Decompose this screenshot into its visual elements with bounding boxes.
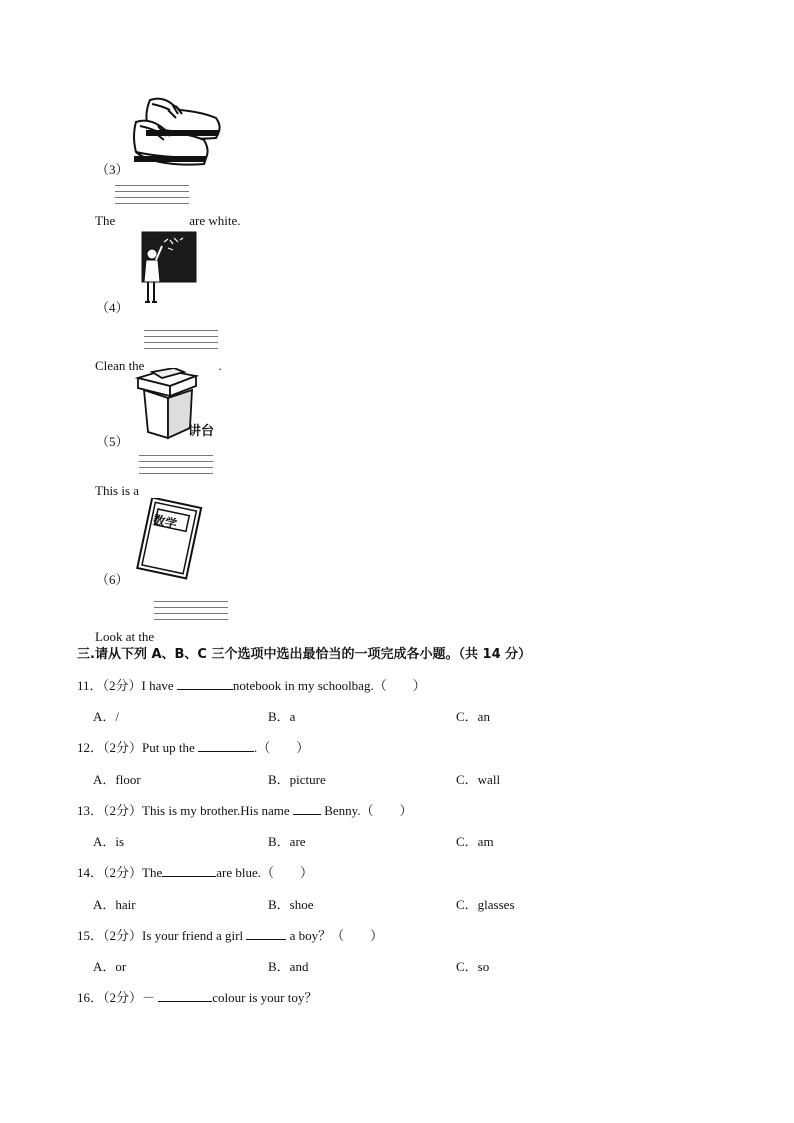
option-c[interactable]: C．so (456, 959, 490, 974)
stem-text: 13．（2分）This is my brother.His name (77, 803, 293, 818)
sentence (95, 617, 228, 645)
podium-image (134, 368, 216, 440)
option-c[interactable]: C．an (456, 709, 490, 724)
podium-label: 讲台 (188, 424, 215, 439)
stem-text: .（ ） (253, 740, 310, 755)
question-stem (77, 737, 309, 756)
sentence-prefix: Clean the (95, 358, 145, 373)
item-number: （4） (96, 300, 129, 315)
answer-blank[interactable] (144, 330, 218, 354)
answer-blank[interactable] (115, 185, 189, 209)
sentence-prefix: The (95, 213, 116, 228)
answer-blank[interactable] (154, 601, 228, 625)
stem-text: Benny.（ ） (320, 803, 413, 818)
option-a[interactable]: A．or (93, 959, 127, 974)
answer-blank[interactable] (162, 864, 216, 877)
option-a[interactable]: A．is (93, 834, 125, 849)
blackboard-image (138, 230, 198, 308)
option-c[interactable]: C．wall (456, 772, 501, 787)
stem-text: notebook in my schoolbag.（ ） (232, 678, 426, 693)
option-c[interactable]: C．glasses (456, 897, 515, 912)
answer-blank[interactable] (198, 739, 254, 752)
option-a[interactable]: A．/ (93, 709, 120, 724)
question-stem (77, 862, 313, 881)
stem-text: 15．（2分）Is your friend a girl (77, 928, 247, 943)
option-b[interactable]: B．picture (268, 772, 326, 787)
sentence-suffix: are white. (189, 213, 241, 228)
book-label: 数学 (151, 512, 179, 532)
option-b[interactable]: B．and (268, 959, 309, 974)
sentence (95, 471, 213, 499)
answer-blank[interactable] (139, 455, 213, 479)
option-c[interactable]: C．am (456, 834, 494, 849)
option-b[interactable]: B．are (268, 834, 306, 849)
shoes-image (132, 96, 222, 170)
answer-blank[interactable] (293, 802, 321, 815)
stem-text: 16．（2分）－ (77, 990, 159, 1005)
sentence (95, 201, 240, 229)
section-title: 三.请从下列 A、B、C 三个选项中选出最恰当的一项完成各小题。（共 14 分） (77, 647, 532, 662)
stem-text: 11．（2分）I have (77, 678, 177, 693)
option-b[interactable]: B．shoe (268, 897, 314, 912)
answer-blank[interactable] (246, 927, 286, 940)
stem-text: a boy？（ ） (286, 928, 384, 943)
item-number: （3） (96, 162, 129, 177)
stem-text: 14．（2分）The (77, 865, 163, 880)
question-stem (77, 675, 426, 694)
item-number: （5） (96, 434, 129, 449)
sentence-prefix: This is a (95, 483, 140, 498)
stem-text: are blue.（ ） (216, 865, 313, 880)
sentence-prefix: Look at the (95, 629, 155, 644)
option-a[interactable]: A．floor (93, 772, 141, 787)
stem-text: colour is your toy？ (212, 990, 318, 1005)
question-stem (77, 925, 383, 944)
sentence-suffix: . (218, 358, 222, 373)
math-book-image (134, 498, 204, 580)
answer-blank[interactable] (177, 677, 233, 690)
question-stem (77, 800, 413, 819)
option-b[interactable]: B．a (268, 709, 296, 724)
question-stem (77, 987, 317, 1006)
option-a[interactable]: A．hair (93, 897, 136, 912)
item-number: （6） (96, 572, 129, 587)
stem-text: 12．（2分）Put up the (77, 740, 198, 755)
answer-blank[interactable] (158, 989, 212, 1002)
